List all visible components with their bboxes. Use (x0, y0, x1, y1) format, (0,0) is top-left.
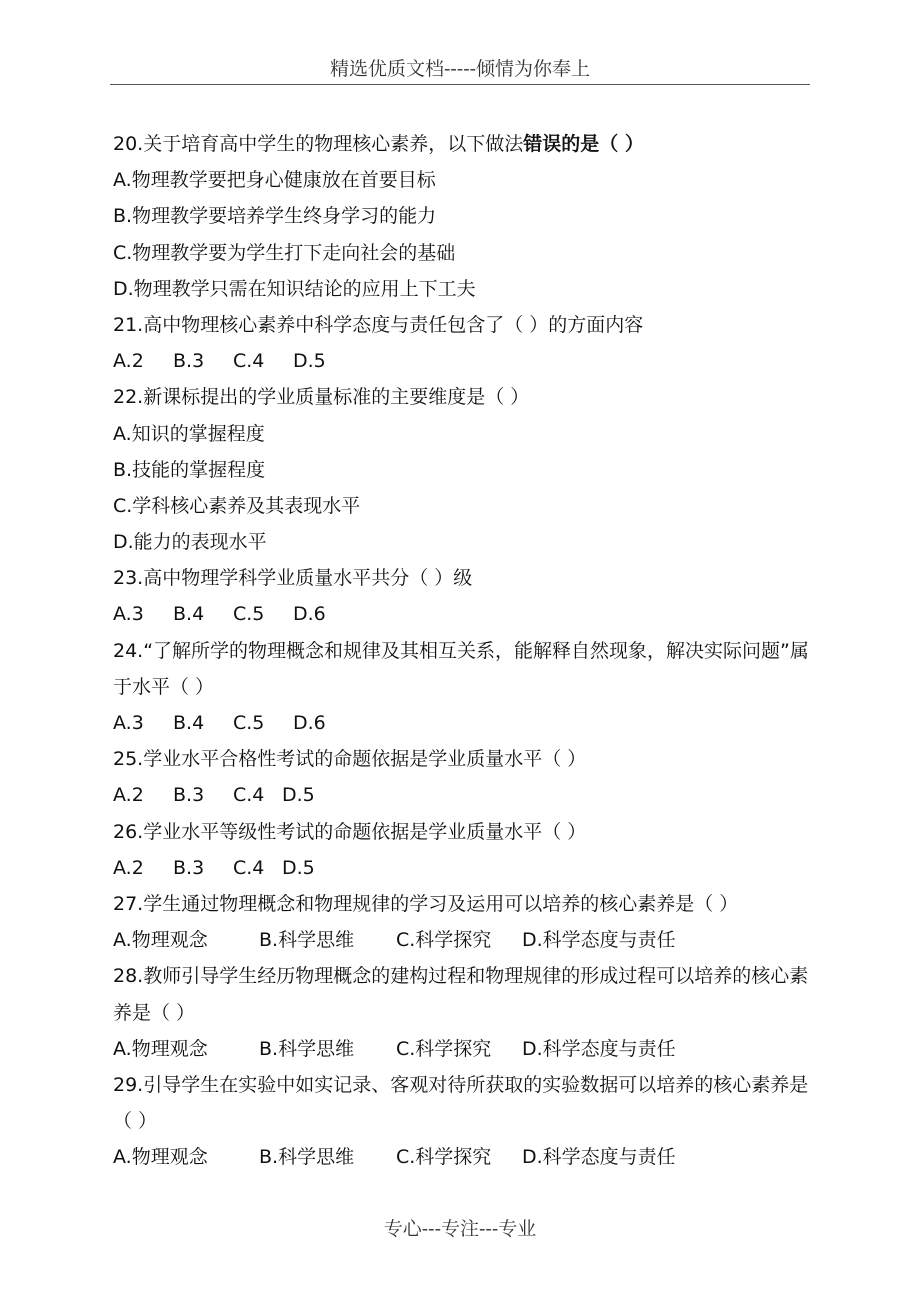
option-d: D.物理教学只需在知识结论的应用上下工夫 (113, 277, 476, 300)
option-c: C.5 (233, 712, 265, 735)
header-divider (110, 84, 810, 85)
option-a: A.物理观念 (113, 1037, 208, 1060)
option-d: D.5 (282, 784, 315, 807)
option-b: B.3 (173, 350, 205, 373)
option-row (113, 922, 825, 958)
option-row (113, 343, 825, 379)
option-d: D.科学态度与责任 (522, 1146, 676, 1169)
option-b: B.3 (173, 784, 205, 807)
option-c: C.科学探究 (396, 1146, 492, 1169)
option-b: B.科学思维 (259, 1037, 355, 1060)
option-a: A.物理观念 (113, 1146, 208, 1169)
question-stem-emphasis: 错误的是（ ） (523, 133, 644, 155)
option-row (113, 705, 825, 741)
question-stem: 28.教师引导学生经历物理概念的建构过程和物理规律的形成过程可以培养的核心素养是（ ） (113, 965, 809, 1024)
option-a: A.知识的掌握程度 (113, 422, 265, 445)
option-c: C.4 (233, 856, 265, 879)
option-a: A.物理教学要把身心健康放在首要目标 (113, 169, 436, 192)
option-d: D.5 (282, 856, 315, 879)
question-stem: 21.高中物理核心素养中科学态度与责任包含了（ ）的方面内容 (113, 313, 644, 336)
question-stem: 27.学生通过物理概念和物理规律的学习及运用可以培养的核心素养是（ ） (113, 892, 739, 915)
question-stem: 29.引导学生在实验中如实记录、客观对待所获取的实验数据可以培养的核心素养是（ ） (113, 1073, 809, 1133)
option-d: D.6 (293, 712, 326, 735)
option-b: B.3 (173, 856, 205, 879)
option-row (113, 596, 825, 632)
option-c: C.4 (233, 350, 265, 373)
page-header: 精选优质文档-----倾情为你奉上 (329, 58, 591, 80)
option-a: A.物理观念 (113, 929, 208, 952)
question-stem: 25.学业水平合格性考试的命题依据是学业质量水平（ ） (113, 748, 587, 771)
question-stem-text: 20.关于培育高中学生的物理核心素养，以下做法 (113, 133, 524, 155)
option-c: C.5 (233, 603, 265, 626)
option-c: C.科学探究 (396, 929, 492, 952)
option-c: C.4 (233, 784, 265, 807)
question-stem: 22.新课标提出的学业质量标准的主要维度是（ ） (113, 386, 530, 409)
option-row (113, 850, 825, 886)
question-list (113, 126, 825, 1176)
option-c: C.物理教学要为学生打下走向社会的基础 (113, 241, 456, 264)
option-b: B.科学思维 (259, 929, 355, 952)
option-a: A.2 (113, 350, 144, 373)
option-row (113, 777, 825, 813)
option-b: B.4 (173, 603, 205, 626)
question-stem: 24.“了解所学的物理概念和规律及其相互关系，能解释自然现象，解决实际问题”属于水平（ ） (113, 639, 809, 698)
option-d: D.科学态度与责任 (522, 1037, 676, 1060)
option-d: D.科学态度与责任 (522, 929, 676, 952)
option-a: A.2 (113, 784, 144, 807)
option-d: D.能力的表现水平 (113, 531, 267, 554)
option-b: B.技能的掌握程度 (113, 458, 266, 481)
option-d: D.5 (293, 350, 326, 373)
option-c: C.学科核心素养及其表现水平 (113, 494, 361, 517)
option-c: C.科学探究 (396, 1037, 492, 1060)
question-stem: 26.学业水平等级性考试的命题依据是学业质量水平（ ） (113, 820, 587, 843)
option-a: A.2 (113, 856, 144, 879)
option-a: A.3 (113, 712, 144, 735)
option-row (113, 1031, 825, 1067)
option-b: B.物理教学要培养学生终身学习的能力 (113, 205, 437, 228)
option-row (113, 1139, 825, 1175)
option-b: B.科学思维 (259, 1146, 355, 1169)
option-b: B.4 (173, 712, 205, 735)
option-a: A.3 (113, 603, 144, 626)
question-stem: 23.高中物理学科学业质量水平共分（ ）级 (113, 567, 473, 590)
option-d: D.6 (293, 603, 326, 626)
page-footer: 专心---专注---专业 (383, 1218, 537, 1240)
question-stem (113, 126, 825, 162)
